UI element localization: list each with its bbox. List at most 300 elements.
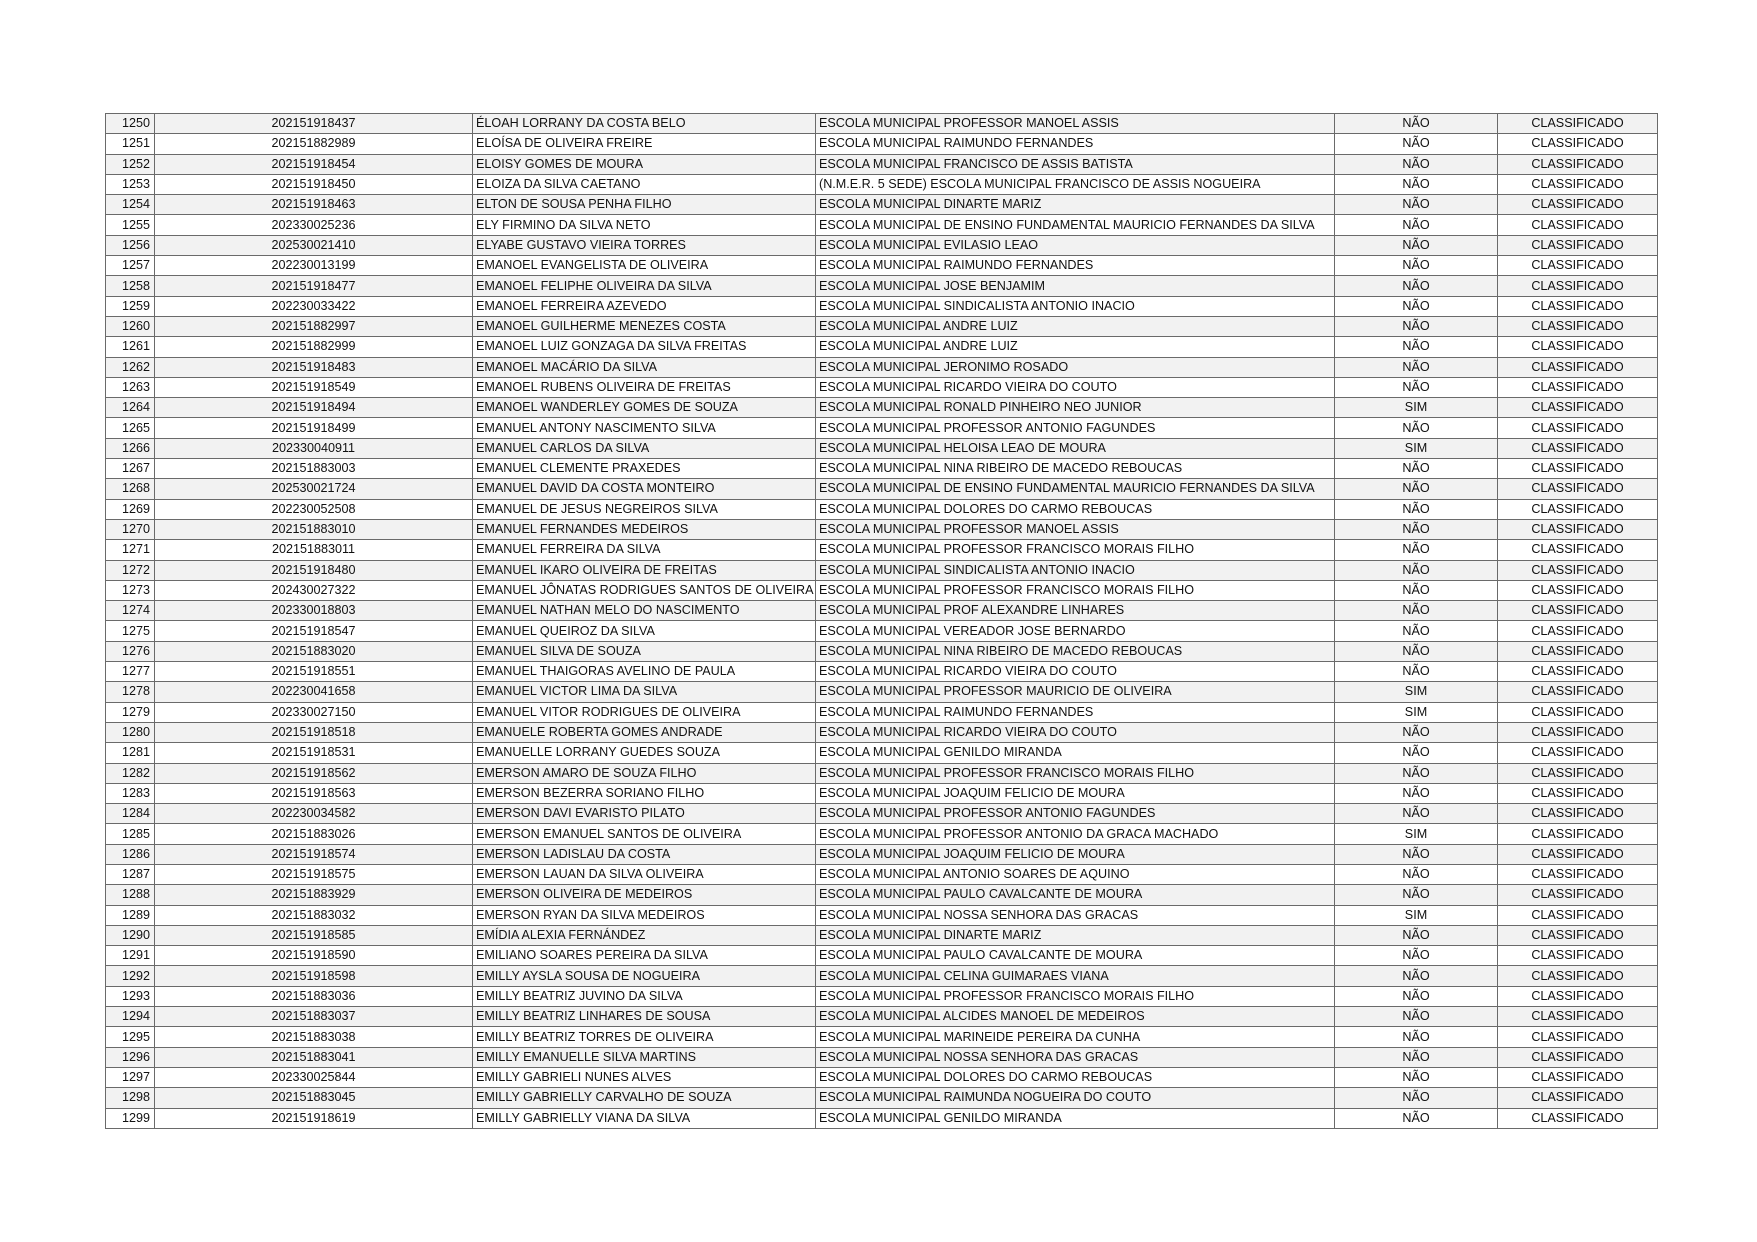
registration-number-cell: 202151883929	[155, 885, 473, 905]
status-cell: CLASSIFICADO	[1498, 1067, 1658, 1087]
registration-number-cell: 202430027322	[155, 580, 473, 600]
table-row	[106, 377, 1658, 397]
registration-number-cell: 202151918547	[155, 621, 473, 641]
registration-number-cell: 202151918477	[155, 276, 473, 296]
table-row	[106, 824, 1658, 844]
table-row	[106, 621, 1658, 641]
status-cell: CLASSIFICADO	[1498, 418, 1658, 438]
table-row	[106, 1067, 1658, 1087]
table-row	[106, 641, 1658, 661]
status-cell: CLASSIFICADO	[1498, 1007, 1658, 1027]
quota-flag-cell: NÃO	[1335, 560, 1498, 580]
student-name-cell: ELY FIRMINO DA SILVA NETO	[473, 215, 816, 235]
registration-number-cell: 202151918598	[155, 966, 473, 986]
status-cell: CLASSIFICADO	[1498, 256, 1658, 276]
student-name-cell: EMANOEL GUILHERME MENEZES COSTA	[473, 316, 816, 336]
quota-flag-cell: NÃO	[1335, 763, 1498, 783]
status-cell: CLASSIFICADO	[1498, 1027, 1658, 1047]
student-name-cell: EMILLY BEATRIZ TORRES DE OLIVEIRA	[473, 1027, 816, 1047]
quota-flag-cell: NÃO	[1335, 864, 1498, 884]
quota-flag-cell: SIM	[1335, 682, 1498, 702]
registration-number-cell: 202151918575	[155, 864, 473, 884]
table-row	[106, 398, 1658, 418]
registration-number-cell: 202151918494	[155, 398, 473, 418]
table-row	[106, 1047, 1658, 1067]
quota-flag-cell: NÃO	[1335, 1067, 1498, 1087]
student-name-cell: EMERSON OLIVEIRA DE MEDEIROS	[473, 885, 816, 905]
row-number-cell: 1287	[106, 864, 155, 884]
quota-flag-cell: NÃO	[1335, 844, 1498, 864]
school-name-cell: ESCOLA MUNICIPAL EVILASIO LEAO	[816, 235, 1335, 255]
quota-flag-cell: NÃO	[1335, 174, 1498, 194]
school-name-cell: ESCOLA MUNICIPAL PROFESSOR FRANCISCO MORAIS FILHO	[816, 763, 1335, 783]
school-name-cell: ESCOLA MUNICIPAL RAIMUNDO FERNANDES	[816, 256, 1335, 276]
registration-number-cell: 202151918531	[155, 743, 473, 763]
student-name-cell: EMANUEL CARLOS DA SILVA	[473, 438, 816, 458]
row-number-cell: 1291	[106, 946, 155, 966]
student-name-cell: EMILLY EMANUELLE SILVA MARTINS	[473, 1047, 816, 1067]
table-row	[106, 966, 1658, 986]
table-row	[106, 459, 1658, 479]
quota-flag-cell: NÃO	[1335, 235, 1498, 255]
school-name-cell: ESCOLA MUNICIPAL MARINEIDE PEREIRA DA CUNHA	[816, 1027, 1335, 1047]
quota-flag-cell: SIM	[1335, 905, 1498, 925]
row-number-cell: 1298	[106, 1088, 155, 1108]
registration-number-cell: 202330040911	[155, 438, 473, 458]
student-name-cell: EMILLY BEATRIZ JUVINO DA SILVA	[473, 986, 816, 1006]
registration-number-cell: 202151918518	[155, 722, 473, 742]
registration-number-cell: 202151918549	[155, 377, 473, 397]
status-cell: CLASSIFICADO	[1498, 398, 1658, 418]
status-cell: CLASSIFICADO	[1498, 804, 1658, 824]
registration-number-cell: 202151883020	[155, 641, 473, 661]
quota-flag-cell: NÃO	[1335, 1047, 1498, 1067]
registration-number-cell: 202330027150	[155, 702, 473, 722]
row-number-cell: 1252	[106, 154, 155, 174]
table-row	[106, 276, 1658, 296]
status-cell: CLASSIFICADO	[1498, 459, 1658, 479]
quota-flag-cell: NÃO	[1335, 662, 1498, 682]
row-number-cell: 1258	[106, 276, 155, 296]
student-name-cell: EMERSON DAVI EVARISTO PILATO	[473, 804, 816, 824]
status-cell: CLASSIFICADO	[1498, 438, 1658, 458]
registration-number-cell: 202151883041	[155, 1047, 473, 1067]
student-name-cell: EMANOEL EVANGELISTA DE OLIVEIRA	[473, 256, 816, 276]
school-name-cell: ESCOLA MUNICIPAL GENILDO MIRANDA	[816, 743, 1335, 763]
status-cell: CLASSIFICADO	[1498, 1108, 1658, 1128]
status-cell: CLASSIFICADO	[1498, 134, 1658, 154]
row-number-cell: 1276	[106, 641, 155, 661]
student-name-cell: EMANUEL ANTONY NASCIMENTO SILVA	[473, 418, 816, 438]
status-cell: CLASSIFICADO	[1498, 763, 1658, 783]
student-name-cell: EMANUEL QUEIROZ DA SILVA	[473, 621, 816, 641]
school-name-cell: ESCOLA MUNICIPAL CELINA GUIMARAES VIANA	[816, 966, 1335, 986]
table-row	[106, 479, 1658, 499]
registration-number-cell: 202151883026	[155, 824, 473, 844]
school-name-cell: ESCOLA MUNICIPAL NOSSA SENHORA DAS GRACAS	[816, 1047, 1335, 1067]
table-row	[106, 337, 1658, 357]
table-row	[106, 743, 1658, 763]
school-name-cell: ESCOLA MUNICIPAL ANDRE LUIZ	[816, 316, 1335, 336]
results-table-body	[106, 114, 1658, 1129]
row-number-cell: 1294	[106, 1007, 155, 1027]
status-cell: CLASSIFICADO	[1498, 296, 1658, 316]
table-row	[106, 114, 1658, 134]
student-name-cell: EMANUEL NATHAN MELO DO NASCIMENTO	[473, 601, 816, 621]
student-name-cell: EMANOEL RUBENS OLIVEIRA DE FREITAS	[473, 377, 816, 397]
row-number-cell: 1278	[106, 682, 155, 702]
status-cell: CLASSIFICADO	[1498, 885, 1658, 905]
table-row	[106, 1007, 1658, 1027]
school-name-cell: ESCOLA MUNICIPAL PROFESSOR MAURICIO DE OLIVEIRA	[816, 682, 1335, 702]
school-name-cell: ESCOLA MUNICIPAL PROFESSOR FRANCISCO MORAIS FILHO	[816, 986, 1335, 1006]
student-name-cell: EMANUEL VITOR RODRIGUES DE OLIVEIRA	[473, 702, 816, 722]
student-name-cell: EMANUEL SILVA DE SOUZA	[473, 641, 816, 661]
school-name-cell: ESCOLA MUNICIPAL SINDICALISTA ANTONIO INACIO	[816, 296, 1335, 316]
status-cell: CLASSIFICADO	[1498, 499, 1658, 519]
table-row	[106, 540, 1658, 560]
school-name-cell: ESCOLA MUNICIPAL NINA RIBEIRO DE MACEDO REBOUCAS	[816, 641, 1335, 661]
quota-flag-cell: NÃO	[1335, 519, 1498, 539]
registration-number-cell: 202151918551	[155, 662, 473, 682]
school-name-cell: ESCOLA MUNICIPAL DOLORES DO CARMO REBOUCAS	[816, 499, 1335, 519]
registration-number-cell: 202151918562	[155, 763, 473, 783]
school-name-cell: ESCOLA MUNICIPAL SINDICALISTA ANTONIO INACIO	[816, 560, 1335, 580]
school-name-cell: ESCOLA MUNICIPAL GENILDO MIRANDA	[816, 1108, 1335, 1128]
quota-flag-cell: NÃO	[1335, 1088, 1498, 1108]
registration-number-cell: 202151918463	[155, 195, 473, 215]
status-cell: CLASSIFICADO	[1498, 682, 1658, 702]
registration-number-cell: 202151883003	[155, 459, 473, 479]
registration-number-cell: 202230013199	[155, 256, 473, 276]
status-cell: CLASSIFICADO	[1498, 560, 1658, 580]
quota-flag-cell: NÃO	[1335, 722, 1498, 742]
row-number-cell: 1261	[106, 337, 155, 357]
table-row	[106, 1108, 1658, 1128]
student-name-cell: EMILLY GABRIELLY CARVALHO DE SOUZA	[473, 1088, 816, 1108]
school-name-cell: ESCOLA MUNICIPAL PROFESSOR ANTONIO FAGUNDES	[816, 804, 1335, 824]
school-name-cell: ESCOLA MUNICIPAL VEREADOR JOSE BERNARDO	[816, 621, 1335, 641]
school-name-cell: ESCOLA MUNICIPAL DE ENSINO FUNDAMENTAL MAURICIO FERNANDES DA SILVA	[816, 479, 1335, 499]
student-name-cell: EMANUEL IKARO OLIVEIRA DE FREITAS	[473, 560, 816, 580]
student-name-cell: EMANUELE ROBERTA GOMES ANDRADE	[473, 722, 816, 742]
quota-flag-cell: NÃO	[1335, 540, 1498, 560]
registration-number-cell: 202151918619	[155, 1108, 473, 1128]
registration-number-cell: 202151918437	[155, 114, 473, 134]
row-number-cell: 1277	[106, 662, 155, 682]
status-cell: CLASSIFICADO	[1498, 925, 1658, 945]
row-number-cell: 1284	[106, 804, 155, 824]
row-number-cell: 1296	[106, 1047, 155, 1067]
student-name-cell: ELTON DE SOUSA PENHA FILHO	[473, 195, 816, 215]
row-number-cell: 1290	[106, 925, 155, 945]
student-name-cell: EMANOEL WANDERLEY GOMES DE SOUZA	[473, 398, 816, 418]
table-row	[106, 844, 1658, 864]
school-name-cell: ESCOLA MUNICIPAL DOLORES DO CARMO REBOUCAS	[816, 1067, 1335, 1087]
row-number-cell: 1263	[106, 377, 155, 397]
row-number-cell: 1260	[106, 316, 155, 336]
quota-flag-cell: NÃO	[1335, 316, 1498, 336]
row-number-cell: 1274	[106, 601, 155, 621]
registration-number-cell: 202230052508	[155, 499, 473, 519]
school-name-cell: ESCOLA MUNICIPAL PROF ALEXANDRE LINHARES	[816, 601, 1335, 621]
student-name-cell: EMANOEL FELIPHE OLIVEIRA DA SILVA	[473, 276, 816, 296]
quota-flag-cell: SIM	[1335, 702, 1498, 722]
quota-flag-cell: NÃO	[1335, 885, 1498, 905]
student-name-cell: ELYABE GUSTAVO VIEIRA TORRES	[473, 235, 816, 255]
school-name-cell: ESCOLA MUNICIPAL JERONIMO ROSADO	[816, 357, 1335, 377]
table-row	[106, 946, 1658, 966]
quota-flag-cell: NÃO	[1335, 946, 1498, 966]
student-name-cell: EMERSON LADISLAU DA COSTA	[473, 844, 816, 864]
student-name-cell: EMERSON RYAN DA SILVA MEDEIROS	[473, 905, 816, 925]
registration-number-cell: 202151883045	[155, 1088, 473, 1108]
registration-number-cell: 202151883010	[155, 519, 473, 539]
quota-flag-cell: NÃO	[1335, 601, 1498, 621]
quota-flag-cell: NÃO	[1335, 783, 1498, 803]
table-row	[106, 235, 1658, 255]
student-name-cell: EMANOEL FERREIRA AZEVEDO	[473, 296, 816, 316]
registration-number-cell: 202151883032	[155, 905, 473, 925]
registration-number-cell: 202151883036	[155, 986, 473, 1006]
registration-number-cell: 202330025844	[155, 1067, 473, 1087]
status-cell: CLASSIFICADO	[1498, 316, 1658, 336]
registration-number-cell: 202151918590	[155, 946, 473, 966]
quota-flag-cell: NÃO	[1335, 215, 1498, 235]
registration-number-cell: 202151918454	[155, 154, 473, 174]
school-name-cell: ESCOLA MUNICIPAL NOSSA SENHORA DAS GRACAS	[816, 905, 1335, 925]
table-row	[106, 804, 1658, 824]
status-cell: CLASSIFICADO	[1498, 641, 1658, 661]
quota-flag-cell: NÃO	[1335, 580, 1498, 600]
table-row	[106, 763, 1658, 783]
student-name-cell: EMERSON BEZERRA SORIANO FILHO	[473, 783, 816, 803]
status-cell: CLASSIFICADO	[1498, 824, 1658, 844]
school-name-cell: ESCOLA MUNICIPAL JOAQUIM FELICIO DE MOURA	[816, 844, 1335, 864]
table-row	[106, 662, 1658, 682]
student-name-cell: EMANUEL FERNANDES MEDEIROS	[473, 519, 816, 539]
row-number-cell: 1279	[106, 702, 155, 722]
row-number-cell: 1265	[106, 418, 155, 438]
student-name-cell: ÉLOAH LORRANY DA COSTA BELO	[473, 114, 816, 134]
status-cell: CLASSIFICADO	[1498, 844, 1658, 864]
row-number-cell: 1257	[106, 256, 155, 276]
quota-flag-cell: NÃO	[1335, 296, 1498, 316]
student-name-cell: EMANUEL CLEMENTE PRAXEDES	[473, 459, 816, 479]
school-name-cell: ESCOLA MUNICIPAL PAULO CAVALCANTE DE MOURA	[816, 885, 1335, 905]
student-name-cell: EMILLY BEATRIZ LINHARES DE SOUSA	[473, 1007, 816, 1027]
table-row	[106, 316, 1658, 336]
table-row	[106, 1088, 1658, 1108]
school-name-cell: ESCOLA MUNICIPAL HELOISA LEAO DE MOURA	[816, 438, 1335, 458]
table-row	[106, 601, 1658, 621]
row-number-cell: 1267	[106, 459, 155, 479]
status-cell: CLASSIFICADO	[1498, 662, 1658, 682]
registration-number-cell: 202151883011	[155, 540, 473, 560]
table-row	[106, 885, 1658, 905]
quota-flag-cell: NÃO	[1335, 925, 1498, 945]
student-name-cell: EMERSON LAUAN DA SILVA OLIVEIRA	[473, 864, 816, 884]
school-name-cell: ESCOLA MUNICIPAL JOSE BENJAMIM	[816, 276, 1335, 296]
quota-flag-cell: NÃO	[1335, 134, 1498, 154]
status-cell: CLASSIFICADO	[1498, 1088, 1658, 1108]
row-number-cell: 1295	[106, 1027, 155, 1047]
school-name-cell: ESCOLA MUNICIPAL RAIMUNDO FERNANDES	[816, 134, 1335, 154]
table-row	[106, 905, 1658, 925]
registration-number-cell: 202530021410	[155, 235, 473, 255]
row-number-cell: 1275	[106, 621, 155, 641]
quota-flag-cell: NÃO	[1335, 276, 1498, 296]
row-number-cell: 1255	[106, 215, 155, 235]
quota-flag-cell: NÃO	[1335, 357, 1498, 377]
student-name-cell: ELOISY GOMES DE MOURA	[473, 154, 816, 174]
table-row	[106, 154, 1658, 174]
row-number-cell: 1250	[106, 114, 155, 134]
registration-number-cell: 202151918450	[155, 174, 473, 194]
row-number-cell: 1299	[106, 1108, 155, 1128]
row-number-cell: 1292	[106, 966, 155, 986]
table-row	[106, 722, 1658, 742]
row-number-cell: 1282	[106, 763, 155, 783]
registration-number-cell: 202151882999	[155, 337, 473, 357]
quota-flag-cell: NÃO	[1335, 641, 1498, 661]
school-name-cell: ESCOLA MUNICIPAL PROFESSOR MANOEL ASSIS	[816, 114, 1335, 134]
school-name-cell: ESCOLA MUNICIPAL RAIMUNDO FERNANDES	[816, 702, 1335, 722]
school-name-cell: ESCOLA MUNICIPAL PROFESSOR ANTONIO DA GRACA MACHADO	[816, 824, 1335, 844]
school-name-cell: ESCOLA MUNICIPAL RAIMUNDA NOGUEIRA DO COUTO	[816, 1088, 1335, 1108]
row-number-cell: 1254	[106, 195, 155, 215]
quota-flag-cell: SIM	[1335, 438, 1498, 458]
school-name-cell: ESCOLA MUNICIPAL ANTONIO SOARES DE AQUINO	[816, 864, 1335, 884]
quota-flag-cell: NÃO	[1335, 337, 1498, 357]
status-cell: CLASSIFICADO	[1498, 479, 1658, 499]
status-cell: CLASSIFICADO	[1498, 215, 1658, 235]
quota-flag-cell: NÃO	[1335, 459, 1498, 479]
student-name-cell: EMANUEL JÔNATAS RODRIGUES SANTOS DE OLIVEIRA	[473, 580, 816, 600]
table-row	[106, 418, 1658, 438]
row-number-cell: 1280	[106, 722, 155, 742]
row-number-cell: 1268	[106, 479, 155, 499]
results-table	[105, 113, 1658, 1129]
table-row	[106, 357, 1658, 377]
school-name-cell: ESCOLA MUNICIPAL DINARTE MARIZ	[816, 925, 1335, 945]
row-number-cell: 1264	[106, 398, 155, 418]
quota-flag-cell: NÃO	[1335, 1007, 1498, 1027]
table-row	[106, 134, 1658, 154]
school-name-cell: ESCOLA MUNICIPAL RONALD PINHEIRO NEO JUNIOR	[816, 398, 1335, 418]
row-number-cell: 1256	[106, 235, 155, 255]
student-name-cell: ELOÍSA DE OLIVEIRA FREIRE	[473, 134, 816, 154]
registration-number-cell: 202151918574	[155, 844, 473, 864]
quota-flag-cell: NÃO	[1335, 377, 1498, 397]
status-cell: CLASSIFICADO	[1498, 722, 1658, 742]
row-number-cell: 1285	[106, 824, 155, 844]
quota-flag-cell: NÃO	[1335, 621, 1498, 641]
student-name-cell: EMANUEL VICTOR LIMA DA SILVA	[473, 682, 816, 702]
row-number-cell: 1266	[106, 438, 155, 458]
school-name-cell: ESCOLA MUNICIPAL RICARDO VIEIRA DO COUTO	[816, 377, 1335, 397]
status-cell: CLASSIFICADO	[1498, 702, 1658, 722]
row-number-cell: 1286	[106, 844, 155, 864]
status-cell: CLASSIFICADO	[1498, 580, 1658, 600]
row-number-cell: 1271	[106, 540, 155, 560]
school-name-cell: ESCOLA MUNICIPAL NINA RIBEIRO DE MACEDO REBOUCAS	[816, 459, 1335, 479]
status-cell: CLASSIFICADO	[1498, 966, 1658, 986]
student-name-cell: EMANUEL DE JESUS NEGREIROS SILVA	[473, 499, 816, 519]
table-row	[106, 580, 1658, 600]
school-name-cell: ESCOLA MUNICIPAL ANDRE LUIZ	[816, 337, 1335, 357]
student-name-cell: EMILIANO SOARES PEREIRA DA SILVA	[473, 946, 816, 966]
registration-number-cell: 202151918483	[155, 357, 473, 377]
row-number-cell: 1251	[106, 134, 155, 154]
registration-number-cell: 202151883037	[155, 1007, 473, 1027]
student-name-cell: EMANUEL THAIGORAS AVELINO DE PAULA	[473, 662, 816, 682]
row-number-cell: 1272	[106, 560, 155, 580]
student-name-cell: EMILLY AYSLA SOUSA DE NOGUEIRA	[473, 966, 816, 986]
status-cell: CLASSIFICADO	[1498, 621, 1658, 641]
status-cell: CLASSIFICADO	[1498, 783, 1658, 803]
row-number-cell: 1283	[106, 783, 155, 803]
table-row	[106, 438, 1658, 458]
quota-flag-cell: NÃO	[1335, 1027, 1498, 1047]
registration-number-cell: 202151882989	[155, 134, 473, 154]
school-name-cell: ESCOLA MUNICIPAL PROFESSOR MANOEL ASSIS	[816, 519, 1335, 539]
table-row	[106, 682, 1658, 702]
school-name-cell: (N.M.E.R. 5 SEDE) ESCOLA MUNICIPAL FRANCISCO DE ASSIS NOGUEIRA	[816, 174, 1335, 194]
student-name-cell: EMERSON EMANUEL SANTOS DE OLIVEIRA	[473, 824, 816, 844]
table-row	[106, 499, 1658, 519]
table-row	[106, 215, 1658, 235]
registration-number-cell: 202151918480	[155, 560, 473, 580]
status-cell: CLASSIFICADO	[1498, 235, 1658, 255]
status-cell: CLASSIFICADO	[1498, 174, 1658, 194]
quota-flag-cell: NÃO	[1335, 479, 1498, 499]
quota-flag-cell: NÃO	[1335, 804, 1498, 824]
registration-number-cell: 202151883038	[155, 1027, 473, 1047]
school-name-cell: ESCOLA MUNICIPAL RICARDO VIEIRA DO COUTO	[816, 722, 1335, 742]
school-name-cell: ESCOLA MUNICIPAL DE ENSINO FUNDAMENTAL MAURICIO FERNANDES DA SILVA	[816, 215, 1335, 235]
table-row	[106, 195, 1658, 215]
quota-flag-cell: NÃO	[1335, 195, 1498, 215]
student-name-cell: EMANOEL LUIZ GONZAGA DA SILVA FREITAS	[473, 337, 816, 357]
quota-flag-cell: NÃO	[1335, 256, 1498, 276]
row-number-cell: 1293	[106, 986, 155, 1006]
status-cell: CLASSIFICADO	[1498, 601, 1658, 621]
row-number-cell: 1262	[106, 357, 155, 377]
status-cell: CLASSIFICADO	[1498, 377, 1658, 397]
school-name-cell: ESCOLA MUNICIPAL PROFESSOR ANTONIO FAGUNDES	[816, 418, 1335, 438]
school-name-cell: ESCOLA MUNICIPAL RICARDO VIEIRA DO COUTO	[816, 662, 1335, 682]
status-cell: CLASSIFICADO	[1498, 337, 1658, 357]
registration-number-cell: 202330025236	[155, 215, 473, 235]
status-cell: CLASSIFICADO	[1498, 905, 1658, 925]
status-cell: CLASSIFICADO	[1498, 540, 1658, 560]
quota-flag-cell: SIM	[1335, 824, 1498, 844]
quota-flag-cell: NÃO	[1335, 1108, 1498, 1128]
status-cell: CLASSIFICADO	[1498, 357, 1658, 377]
student-name-cell: ELOIZA DA SILVA CAETANO	[473, 174, 816, 194]
school-name-cell: ESCOLA MUNICIPAL FRANCISCO DE ASSIS BATISTA	[816, 154, 1335, 174]
student-name-cell: EMILLY GABRIELI NUNES ALVES	[473, 1067, 816, 1087]
table-row	[106, 1027, 1658, 1047]
status-cell: CLASSIFICADO	[1498, 114, 1658, 134]
quota-flag-cell: NÃO	[1335, 114, 1498, 134]
status-cell: CLASSIFICADO	[1498, 195, 1658, 215]
student-name-cell: EMÍDIA ALEXIA FERNÁNDEZ	[473, 925, 816, 945]
table-row	[106, 925, 1658, 945]
school-name-cell: ESCOLA MUNICIPAL DINARTE MARIZ	[816, 195, 1335, 215]
status-cell: CLASSIFICADO	[1498, 864, 1658, 884]
